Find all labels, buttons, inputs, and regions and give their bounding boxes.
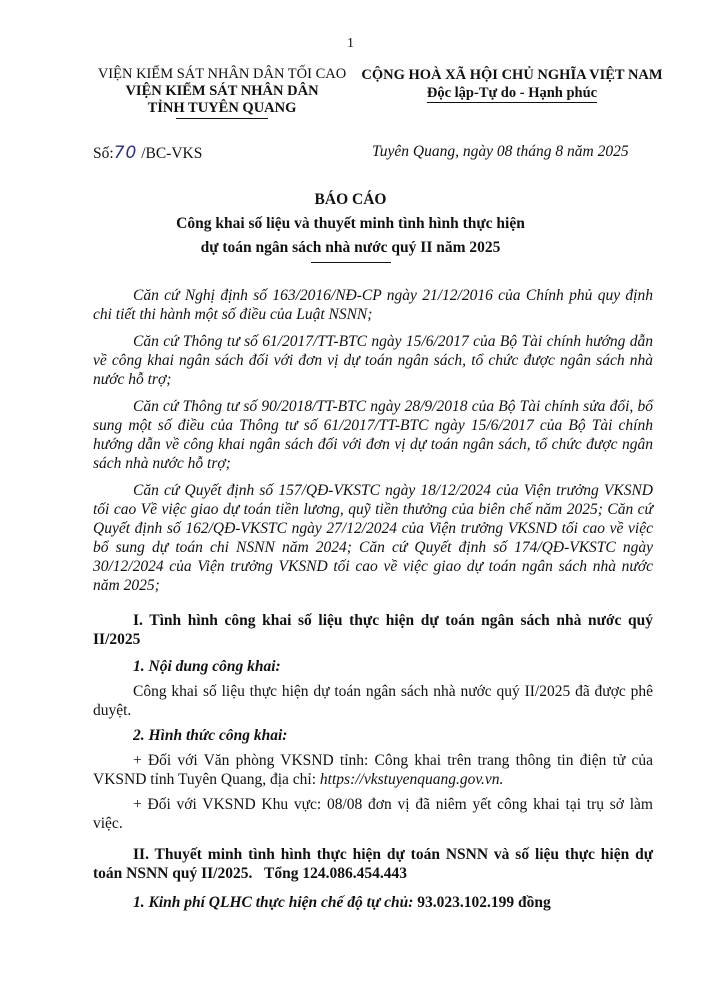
- publication-bullet-2: + Đối với VKSND Khu vực: 08/08 đơn vị đã niêm yết công khai tại trụ sở làm việc.: [93, 796, 653, 832]
- bullet-1-text: + Đối với Văn phòng VKSND tỉnh: Công khai trên trang thông tin điện tử của VKSND tỉnh Tuyên Quang, địa chỉ:: [93, 752, 653, 788]
- date-line: Tuyên Quang, ngày 08 tháng 8 năm 2025: [372, 143, 629, 160]
- legal-basis-1: Căn cứ Nghị định số 163/2016/NĐ-CP ngày 21/12/2016 của Chính phủ quy định chi tiết thi hành một số điều của Luật NSNN;: [93, 287, 653, 323]
- section-2-heading: [93, 845, 653, 883]
- legal-basis-4: Căn cứ Quyết định số 157/QĐ-VKSTC ngày 18/12/2024 của Viện trưởng VKSND tối cao Về việc giao dự toán tiền lương, quỹ tiền thưởng của biên chế năm 2025; Căn cứ Quyết định số 162/QĐ-VKSTC ngày 27/12/2024 của Viện trưởng VKSND tối cao về việc bổ sung dự toán chi NSNN năm 2024; Căn cứ Quyết định số 174/QĐ-VKSTC ngày 30/12/2024 của Viện trưởng VKSND tối cao về việc giao dự toán ngân sách nhà nước năm 2025;: [93, 482, 653, 594]
- legal-basis-3: Căn cứ Thông tư số 90/2018/TT-BTC ngày 28/9/2018 của Bộ Tài chính sửa đổi, bổ sung một số điều của Thông tư số 61/2017/TT-BTC ngày 15/6/2017 của Bộ Tài chính hướng dẫn về công khai ngân sách đối với đơn vị dự toán ngân sách, tổ chức được ngân sách nhà nước hỗ trợ;: [93, 398, 653, 472]
- section-1-sub-1-heading: 1. Nội dung công khai:: [133, 658, 281, 675]
- title-line-1: Công khai số liệu và thuyết minh tình hình thực hiện: [176, 215, 525, 232]
- section-2-sub-1-label: 1. Kinh phí QLHC thực hiện chế độ tự chủ:: [133, 894, 418, 911]
- doc-number-prefix: Số:: [93, 145, 114, 162]
- section-2-total: Tổng 124.086.454.443: [263, 865, 407, 882]
- section-2-sub-1-amount: 93.023.102.199 đồng: [417, 894, 551, 911]
- report-body: [93, 286, 653, 920]
- agency-name: VIỆN KIỂM SÁT NHÂN DÂN: [125, 83, 319, 99]
- doc-number-handwritten: 70: [113, 143, 138, 163]
- section-2-heading-text: II. Thuyết minh tình hình thực hiện dự toán NSNN và số liệu thực hiện dự toán NSNN quý II/2025.: [93, 846, 653, 882]
- agency-parent: VIỆN KIỂM SÁT NHÂN DÂN TỐI CAO: [97, 66, 347, 82]
- legal-basis-2: Căn cứ Thông tư số 61/2017/TT-BTC ngày 15/6/2017 của Bộ Tài chính hướng dẫn về công khai ngân sách đối với đơn vị dự toán ngân sách, tổ chức được ngân sách nhà nước hỗ trợ;: [93, 333, 653, 388]
- title-type: BÁO CÁO: [314, 191, 387, 208]
- national-header: [352, 66, 672, 103]
- title-line-2: dự toán ngân sách nhà nước quý II năm 2025: [200, 239, 501, 256]
- section-1-heading: I. Tình hình công khai số liệu thực hiện dự toán ngân sách nhà nước quý II/2025: [93, 612, 653, 648]
- agency-underline: [176, 118, 268, 119]
- publication-bullet-1: [93, 751, 653, 789]
- nation-title: CỘNG HOÀ XÃ HỘI CHỦ NGHĨA VIỆT NAM: [361, 67, 663, 83]
- website-link[interactable]: https://vkstuyenquang.gov.vn.: [319, 771, 504, 788]
- agency-header: [97, 66, 347, 119]
- document-number: [93, 143, 202, 163]
- section-2-sub-1: [93, 893, 653, 912]
- national-motto: Độc lập-Tự do - Hạnh phúc: [426, 85, 598, 101]
- agency-province: TỈNH TUYÊN QUANG: [147, 100, 297, 116]
- doc-number-suffix: /BC-VKS: [137, 145, 203, 162]
- page-number: 1: [347, 36, 354, 51]
- section-1-sub-1-text: Công khai số liệu thực hiện dự toán ngân sách nhà nước quý II/2025 đã được phê duyệt.: [93, 683, 653, 719]
- section-1-sub-2-heading: 2. Hình thức công khai:: [133, 727, 288, 744]
- title-underline: [311, 262, 391, 263]
- report-title: [0, 188, 701, 263]
